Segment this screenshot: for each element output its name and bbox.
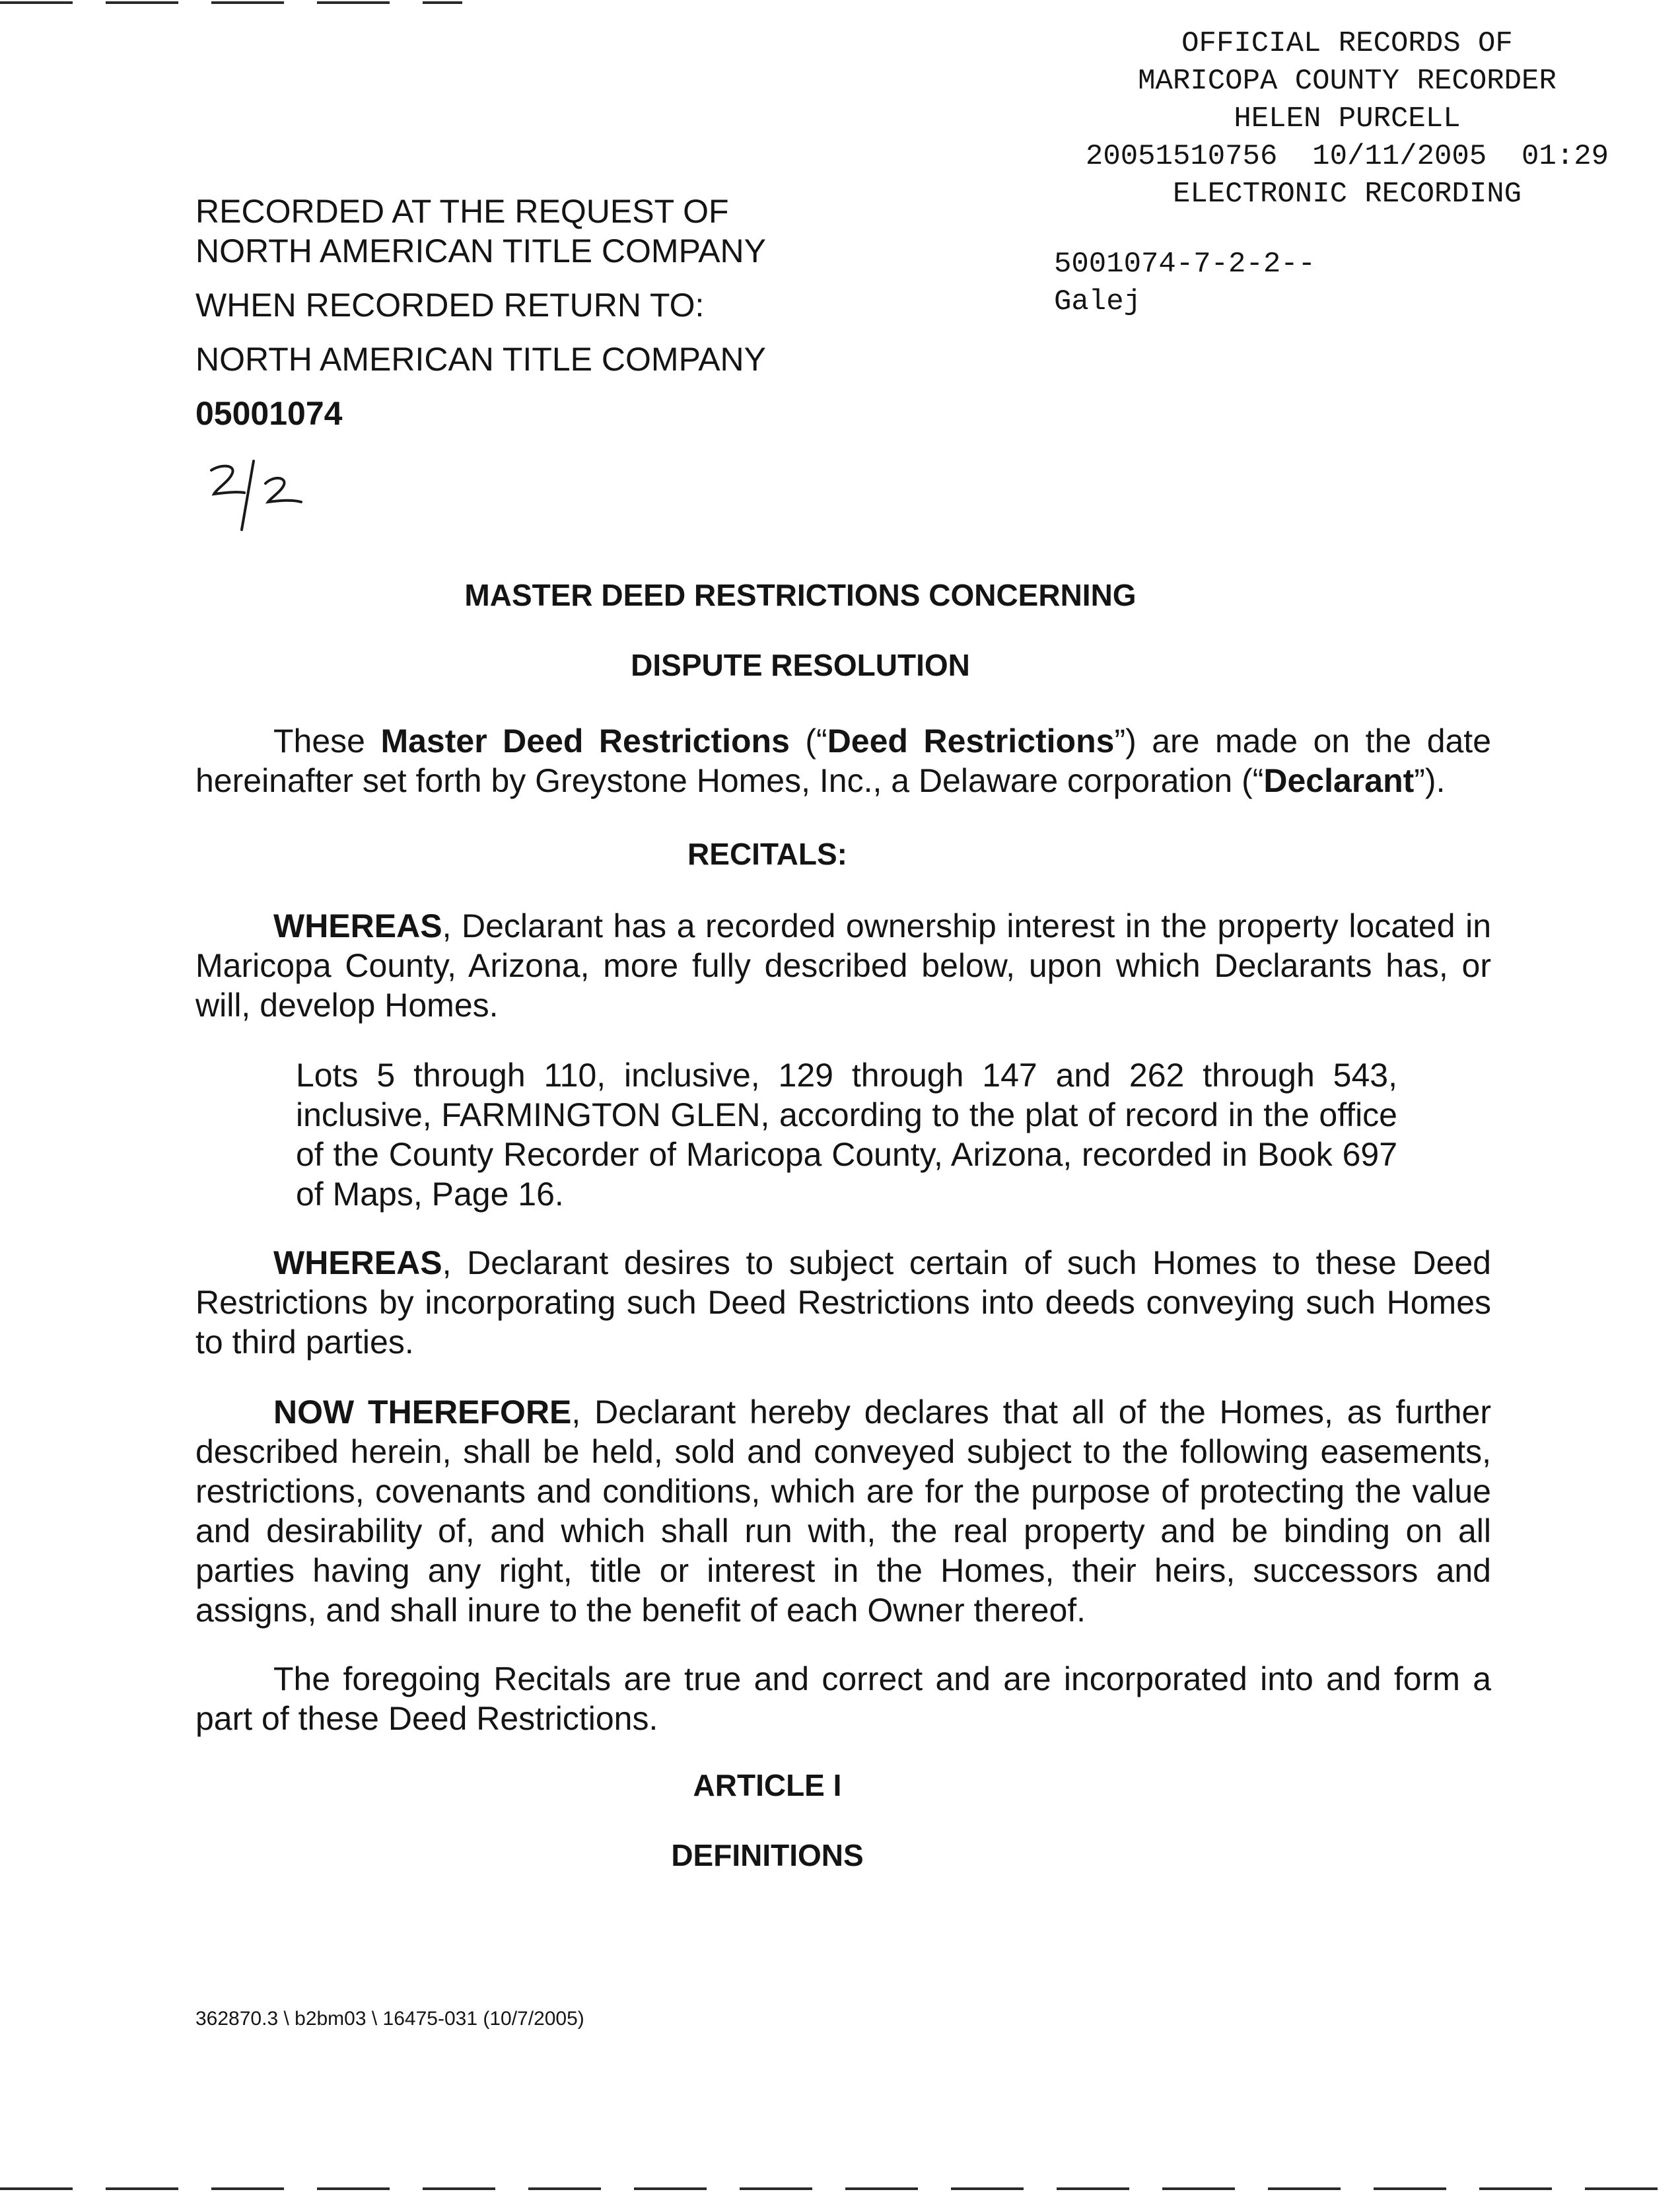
whereas-text: , Declarant desires to subject certain of such Homes to these Deed Restrictions by incorporating such Deed Restrictions into deeds conveying such Homes to third parties. xyxy=(195,1244,1491,1361)
intro-text: ”) are made on the date hereinafter set forth by Greystone Homes, Inc., a Delaware corporation (“ xyxy=(195,723,1492,799)
return-to: NORTH AMERICAN TITLE COMPANY xyxy=(195,341,767,378)
document-footer: 362870.3 \ b2bm03 \ 16475-031 (10/7/2005) xyxy=(195,2008,584,2030)
stamp-line-4: 20051510756 10/11/2005 01:29 xyxy=(1085,140,1609,173)
now-therefore-text: , Declarant hereby declares that all of the Homes, as further described herein, shall be held, sold and conveyed subject to the following easements, restrictions, covenants and conditions, which are for the purpose of protecting the value and desirability of, and which shall run with, the real property and be binding on all parties having any right, title or interest in the Homes, their heirs, successors and assigns, and shall inure to the benefit of each Owner thereof. xyxy=(195,1394,1491,1629)
whereas-lead: WHEREAS xyxy=(273,1244,442,1281)
whereas-paragraph-2 xyxy=(195,1243,1491,1362)
stamp-line-1: OFFICIAL RECORDS OF xyxy=(1181,27,1513,60)
article-title: DEFINITIONS xyxy=(671,1838,864,1872)
stamp-line-3: HELEN PURCELL xyxy=(1234,102,1461,135)
whereas-lead: WHEREAS xyxy=(273,907,442,944)
recitals-heading: RECITALS: xyxy=(687,837,847,871)
stamp-line-2: MARICOPA COUNTY RECORDER xyxy=(1138,65,1557,98)
intro-text: These xyxy=(273,723,381,760)
stamp-line-5: ELECTRONIC RECORDING xyxy=(1172,178,1522,211)
title-line-2: DISPUTE RESOLUTION xyxy=(631,648,970,682)
reference-number: 5001074-7-2-2-- xyxy=(1054,248,1316,281)
title-line-1: MASTER DEED RESTRICTIONS CONCERNING xyxy=(464,578,1137,612)
handwritten-note xyxy=(202,456,321,535)
intro-term-master: Master Deed Restrictions xyxy=(380,723,790,760)
foregoing-paragraph: The foregoing Recitals are true and correct and are incorporated into and form a part of these Deed Restrictions. xyxy=(195,1660,1491,1737)
now-therefore-paragraph xyxy=(195,1392,1491,1630)
requested-by-label: RECORDED AT THE REQUEST OF xyxy=(195,193,729,230)
legal-description: Lots 5 through 110, inclusive, 129 through 147 and 262 through 543, inclusive, FARMINGTON GLEN, according to the plat of record in the office of the County Recorder of Maricopa County, Arizona, recorded in Book 697 of Maps, Page 16. xyxy=(296,1057,1397,1213)
intro-term-deed: Deed Restrictions xyxy=(827,723,1115,760)
intro-term-declarant: Declarant xyxy=(1263,762,1415,799)
recorder-stamp xyxy=(1037,25,1658,213)
reference-code xyxy=(1054,246,1315,321)
intro-paragraph xyxy=(195,721,1491,800)
whereas-paragraph-1 xyxy=(195,906,1491,1025)
scan-artifact-top xyxy=(0,1,462,4)
return-to-label: WHEN RECORDED RETURN TO: xyxy=(195,287,705,324)
requested-by: NORTH AMERICAN TITLE COMPANY xyxy=(195,232,767,269)
order-number: 05001074 xyxy=(195,395,343,432)
reference-user: Galej xyxy=(1054,285,1142,318)
scan-artifact-bottom xyxy=(0,2187,1680,2190)
intro-text: ”). xyxy=(1414,762,1446,799)
intro-text: (“ xyxy=(789,723,827,760)
now-therefore-lead: NOW THEREFORE xyxy=(273,1394,572,1431)
recording-info xyxy=(195,192,766,433)
whereas-text: , Declarant has a recorded ownership interest in the property located in Maricopa County, Arizona, more fully described below, upon which Declarants has, or will, develop Homes. xyxy=(195,907,1491,1024)
document-title xyxy=(0,560,1680,700)
article-number: ARTICLE I xyxy=(693,1768,842,1802)
